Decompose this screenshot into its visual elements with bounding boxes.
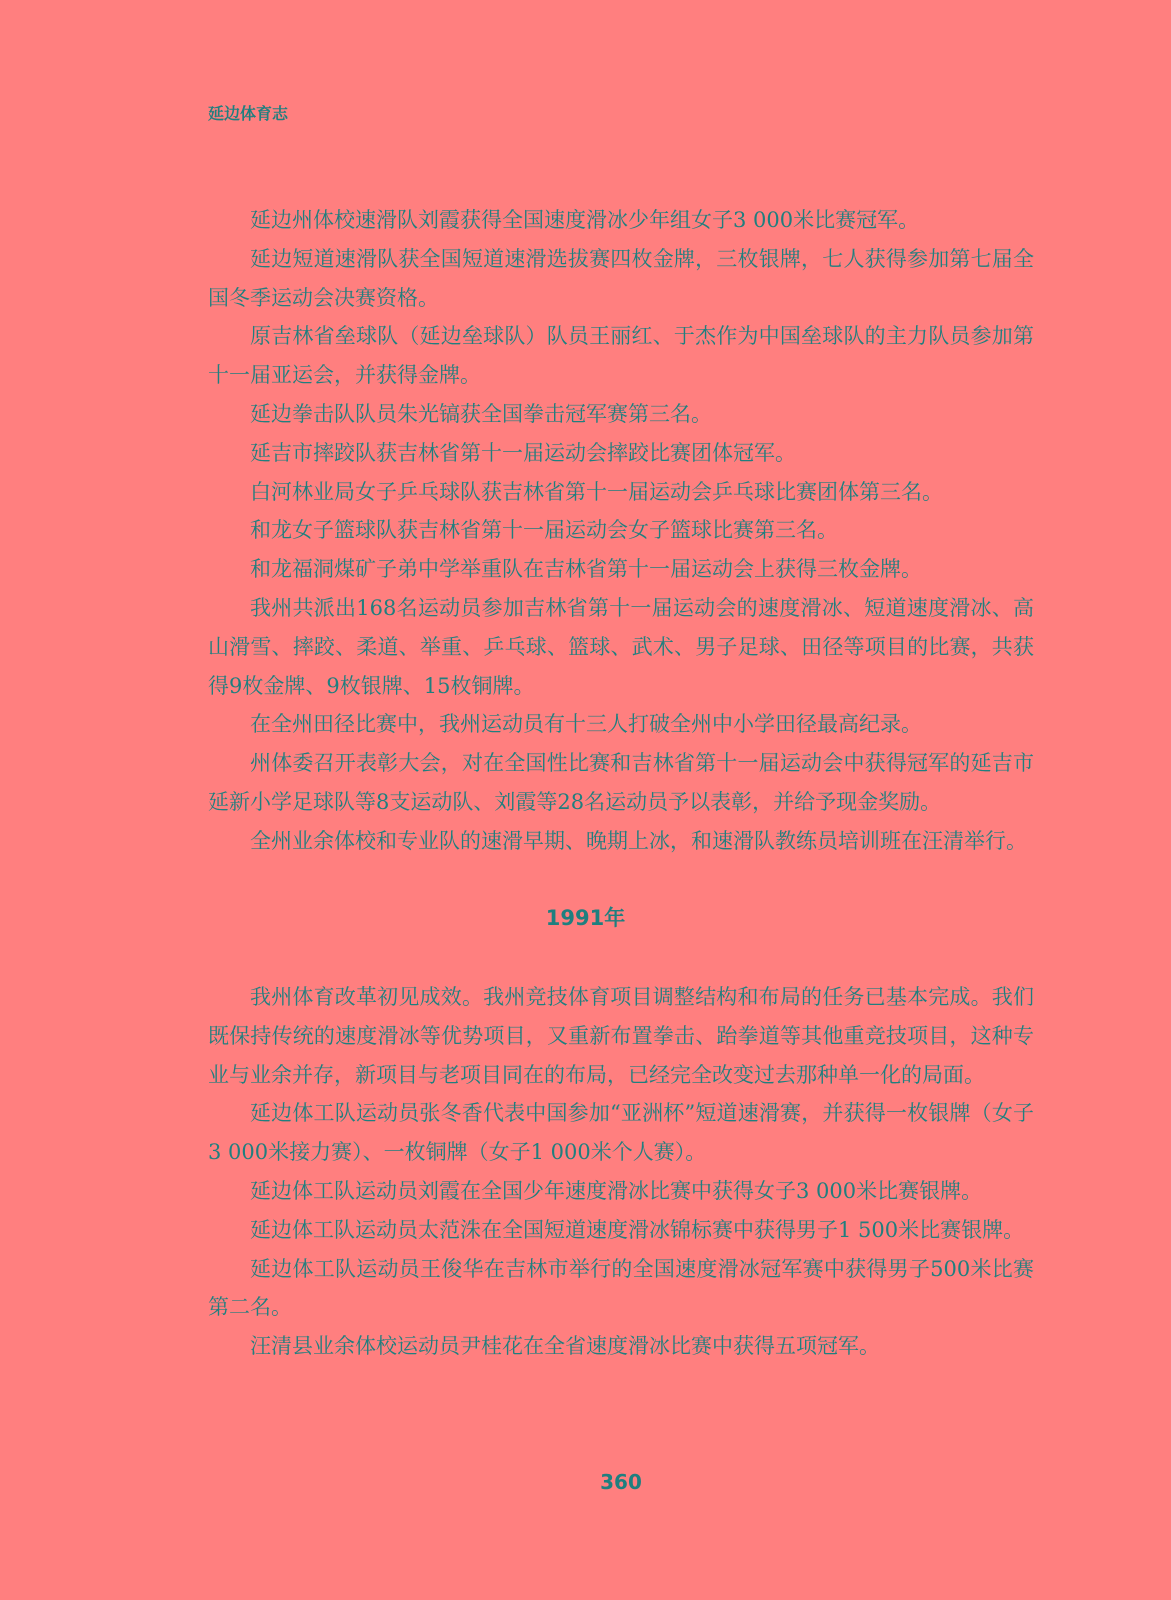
- paragraph: 州体委召开表彰大会，对在全国性比赛和吉林省第十一届运动会中获得冠军的延吉市延新小学足球队等8支运动队、刘霞等28名运动员予以表彰，并给予现金奖励。: [208, 751, 1034, 814]
- running-head: 延边体育志: [208, 104, 289, 123]
- paragraph: 在全州田径比赛中，我州运动员有十三人打破全州中小学田径最高纪录。: [250, 712, 922, 737]
- paragraph: 延边体工队运动员张冬香代表中国参加“亚洲杯”短道速滑赛，并获得一枚银牌（女子3 000米接力赛）、一枚铜牌（女子1 000米个人赛）。: [208, 1101, 1034, 1165]
- paragraph: 我州体育改革初见成效。我州竞技体育项目调整结构和布局的任务已基本完成。我们既保持传统的速度滑冰等优势项目，又重新布置拳击、跆拳道等其他重竞技项目，这种专业与业余并存，新项目与老项目同在的布局，已经完全改变过去那种单一化的局面。: [208, 985, 1034, 1087]
- paragraph: 延边拳击队队员朱光镐获全国拳击冠军赛第三名。: [250, 401, 712, 426]
- paragraph: 延边州体校速滑队刘霞获得全国速度滑冰少年组女子3 000米比赛冠军。: [250, 208, 920, 232]
- paragraph: 我州共派出168名运动员参加吉林省第十一届运动会的速度滑冰、短道速度滑冰、高山滑雪、摔跤、柔道、举重、乒乓球、篮球、武术、男子足球、田径等项目的比赛，共获得9枚金牌、9枚银牌、15枚铜牌。: [208, 595, 1034, 698]
- section-1991-text: [208, 978, 1034, 1366]
- paragraph: 延边体工队运动员太范洙在全国短道速度滑冰锦标赛中获得男子1 500米比赛银牌。: [250, 1217, 1025, 1242]
- paragraph: 和龙福洞煤矿子弟中学举重队在吉林省第十一届运动会上获得三枚金牌。: [250, 557, 922, 582]
- paragraph: 延边短道速滑队获全国短道速滑选拔赛四枚金牌，三枚银牌，七人获得参加第七届全国冬季运动会决赛资格。: [208, 246, 1034, 310]
- year-heading: 1991年: [545, 906, 626, 930]
- paragraph: 延吉市摔跤队获吉林省第十一届运动会摔跤比赛团体冠军。: [250, 440, 796, 465]
- paragraph: 延边体工队运动员王俊华在吉林市举行的全国速度滑冰冠军赛中获得男子500米比赛第二名。: [208, 1256, 1034, 1320]
- paragraph: 原吉林省垒球队（延边垒球队）队员王丽红、于杰作为中国垒球队的主力队员参加第十一届亚运会，并获得金牌。: [208, 324, 1034, 388]
- paragraph: 汪清县业余体校运动员尹桂花在全省速度滑冰比赛中获得五项冠军。: [250, 1334, 880, 1359]
- page-number: 360: [600, 1470, 642, 1494]
- paragraph: 全州业余体校和专业队的速滑早期、晚期上冰，和速滑队教练员培训班在汪清举行。: [250, 828, 1027, 853]
- paragraph: 延边体工队运动员刘霞在全国少年速度滑冰比赛中获得女子3 000米比赛银牌。: [250, 1178, 983, 1203]
- paragraph: 和龙女子篮球队获吉林省第十一届运动会女子篮球比赛第三名。: [250, 518, 838, 543]
- section-1990-text: [208, 201, 1034, 861]
- paragraph: 白河林业局女子乒乓球队获吉林省第十一届运动会乒乓球比赛团体第三名。: [250, 479, 943, 504]
